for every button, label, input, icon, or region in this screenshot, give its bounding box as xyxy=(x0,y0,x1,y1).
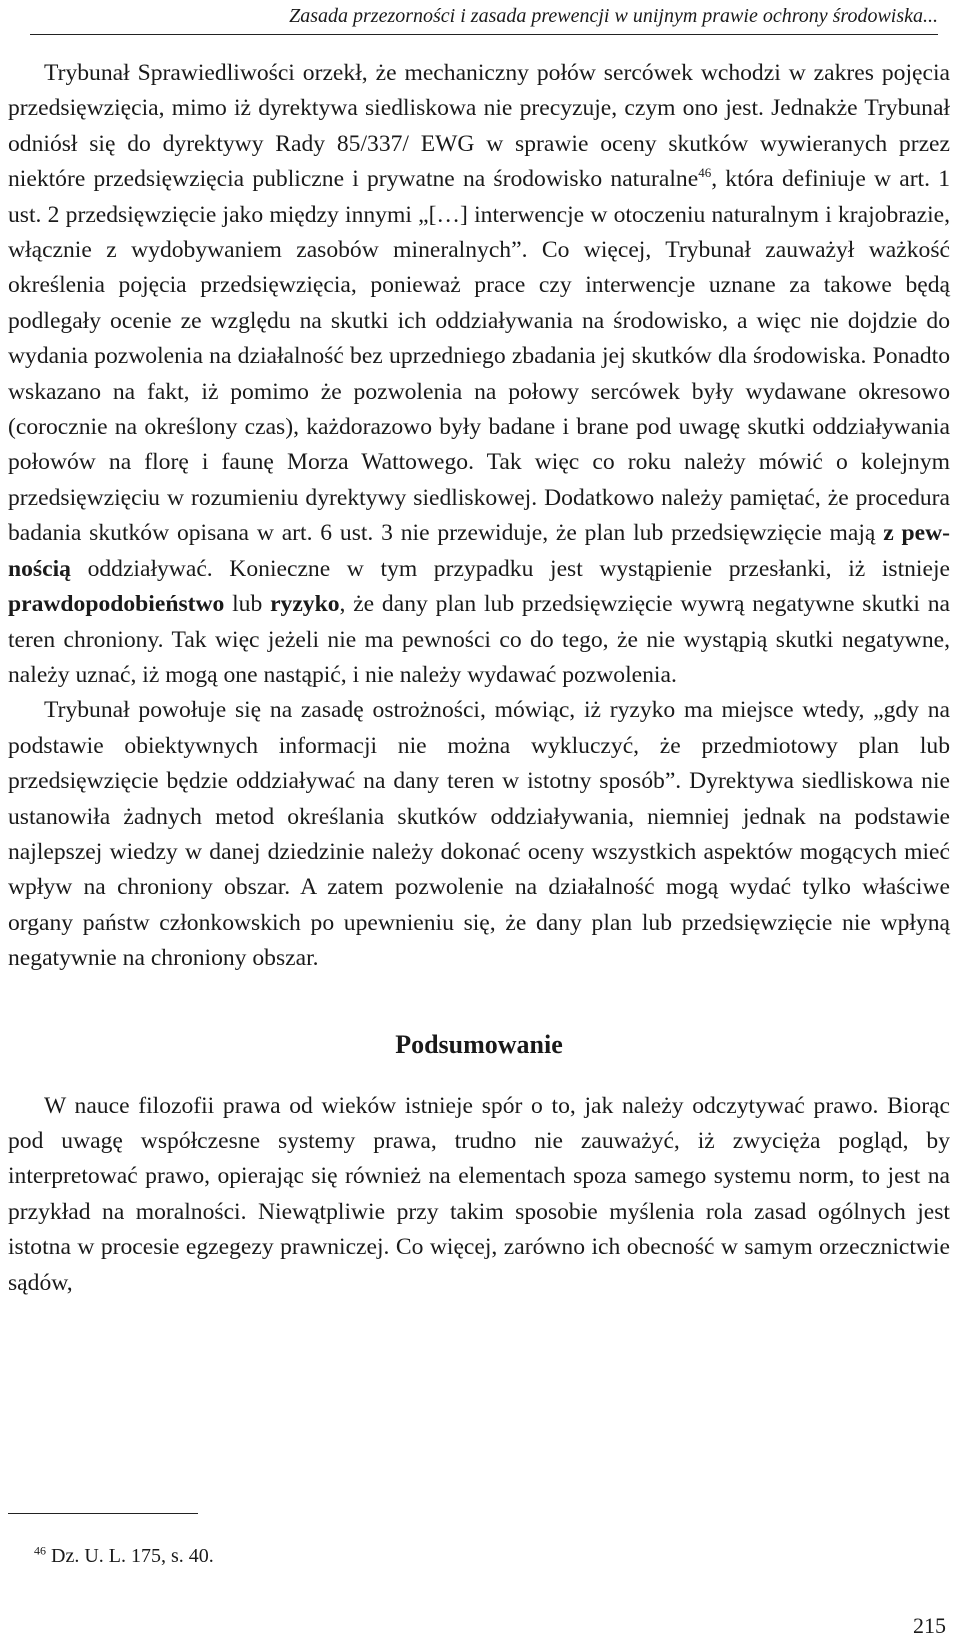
paragraph-1-part-c: oddziaływać. Konieczne w tym przypadku jest wystąpienie przesłanki, iż istnieje xyxy=(70,555,950,582)
page-number: 215 xyxy=(913,1613,946,1638)
paragraph-1-part-a: Trybunał Sprawiedliwości orzekł, że mechaniczny połów sercówek wchodzi w zakres pojęcia przedsięwzięcia, mimo iż dyrektywa siedliskowa nie precyzuje, czym ono jest. Jednakże Trybunał odniósł się do dyrektywy Rady 85/337/ EWG w sprawie oceny skutków wywieranych przez niektóre przedsięwzięcia publiczne i prywatne na środowisko naturalne xyxy=(8,60,950,193)
footnote-text: Dz. U. L. 175, s. 40. xyxy=(46,1545,214,1567)
paragraph-1-part-b: , która definiuje w art. 1 ust. 2 przedsięwzięcie jako między innymi „[…] interwencje w otoczeniu naturalnym i krajobrazie, włącznie z wydobywaniem zasobów mineralnych”. Co więcej, Trybunał zauważył ważkość określenia pojęcia przedsięwzięcia, ponieważ prace czy interwencje uznane za takowe będą podlegały ocenie ze względu na skutki ich oddziaływania na środowisko, a więc nie dojdzie do wydania pozwolenia na działalność bez uprzedniego zbadania jej skutków dla środowiska. Ponadto wskazano na fakt, iż pomimo że pozwolenia na połowy sercówek były wydawane okresowo (corocznie na określony czas), każdorazowo były badane i brane pod uwagę skutki oddziaływania połowów na florę i faunę Morza Wattowego. Tak więc co roku należy mówić o kolejnym przedsięwzięciu w rozumieniu dyrektywy siedliskowej. Dodatkowo należy pamiętać, że procedura badania skutków opisana w art. 6 ust. 3 nie przewiduje, że plan lub przedsięwzięcie mają xyxy=(8,166,950,547)
paragraph-3: W nauce filozofii prawa od wieków istnieje spór o to, jak należy odczytywać prawo. Biorąc pod uwagę współczesne systemy prawa, trudno nie zauważyć, iż zwycięża pogląd, by interpretować prawo, opierając się również na elementach spoza samego systemu norm, to jest na przykład na moralności. Niewątpliwie przy takim sposobie myślenia rola zasad ogólnych jest istotna w procesie egzegezy prawniczej. Co więcej, zarówno ich obecność w samym orzecznictwie sądów, xyxy=(8,1092,950,1296)
paragraph-2: Trybunał powołuje się na zasadę ostrożności, mówiąc, iż ryzyko ma miejsce wtedy, „gdy na podstawie obiektywnych informacji nie można wykluczyć, że przedmiotowy plan lub przedsięwzięcie będzie oddziaływać na dany teren w istotny sposób”. Dyrektywa siedliskowa nie ustanowiła żadnych metod określania skutków oddziaływania, niemniej jednak na podstawie najlepszej wiedzy w danej dziedzinie należy dokonać oceny wszystkich aspektów mogących mieć wpływ na chroniony obszar. A zatem pozwolenie na działalność mogą wydać tylko właściwe organy państw członkowskich po upewnieniu się, że dany plan lub przedsięwzięcie nie wpłyną negatywnie na chroniony obszar. xyxy=(8,697,950,972)
running-title: Zasada przezorności i zasada prewencji w unijnym prawie ochrony środowiska... xyxy=(289,5,938,27)
page-body xyxy=(8,56,950,1301)
footnote-number: 46 xyxy=(34,1543,46,1558)
paragraph-1 xyxy=(8,56,950,693)
emphasis-z-pewnoscia: z pewnością xyxy=(8,520,950,582)
section-heading: Podsumowanie xyxy=(395,1029,563,1059)
footnote-divider xyxy=(8,1513,198,1514)
paragraph-1-part-e: , że dany plan lub przedsięwzięcie wywrą negatywne skutki na teren chroniony. Tak więc jeżeli nie ma pewności co do tego, że nie wystąpią skutki negatywne, należy uznać, iż mogą one nastąpić, i nie należy wydawać pozwolenia. xyxy=(8,591,950,688)
emphasis-ryzyko: ryzyko xyxy=(270,591,340,618)
running-header xyxy=(30,4,938,35)
paragraph-1-part-d: lub xyxy=(224,591,271,618)
emphasis-prawdopodobienstwo: prawdopodobieństwo xyxy=(8,591,225,618)
footnote xyxy=(34,1543,214,1569)
footnote-reference[interactable]: 46 xyxy=(698,165,712,181)
